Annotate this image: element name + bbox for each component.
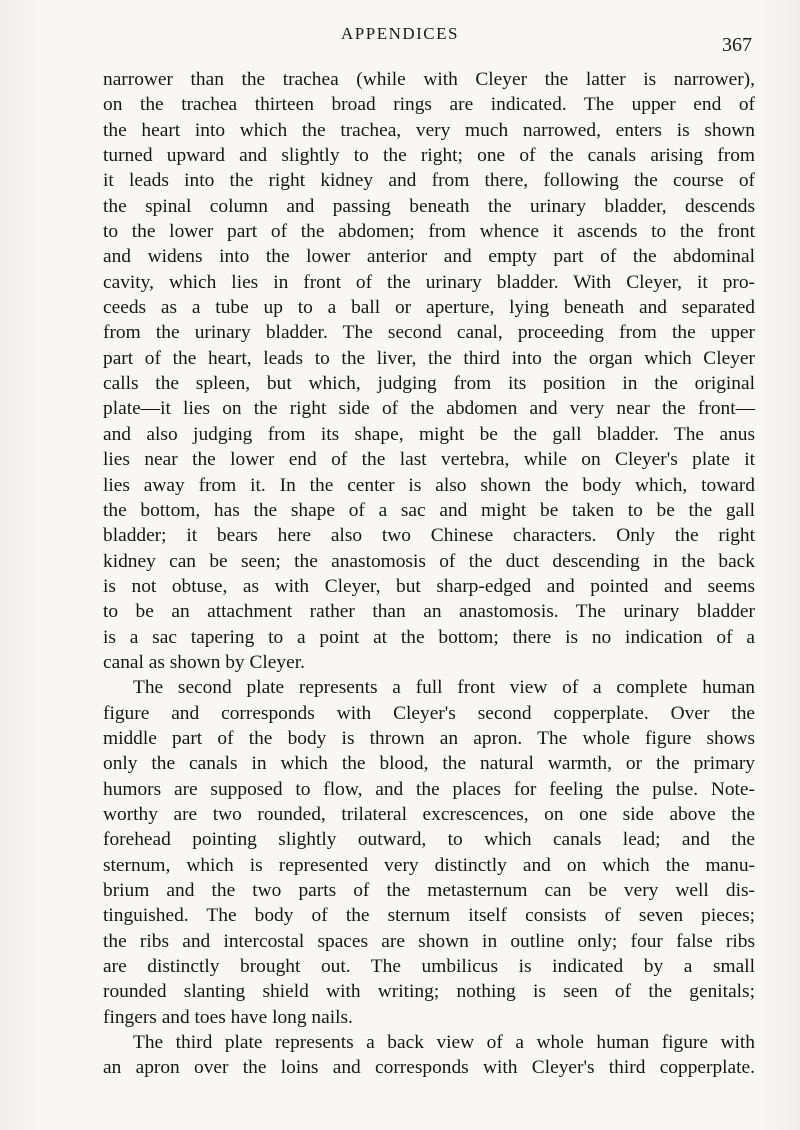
text-line: calls the spleen, but which, judging from its position in the original — [103, 373, 755, 395]
body-text — [103, 67, 755, 1081]
text-line: ceeds as a tube up to a ball or aperture, lying beneath and separated — [103, 297, 755, 319]
text-line: to be an attachment rather than an anastomosis. The urinary bladder — [103, 601, 755, 623]
text-line: brium and the two parts of the metasternum can be very well dis- — [103, 880, 755, 901]
text-line: humors are supposed to flow, and the places for feeling the pulse. Note- — [103, 778, 755, 800]
paragraph-1 — [103, 67, 755, 675]
text-line: only the canals in which the blood, the natural warmth, or the primary — [103, 753, 755, 775]
text-line: from the urinary bladder. The second canal, proceeding from the upper — [103, 322, 755, 344]
text-line: fingers and toes have long nails. — [103, 1006, 353, 1028]
text-line: The third plate represents a back view of a whole human figure with — [133, 1032, 755, 1054]
text-line: the spinal column and passing beneath the urinary bladder, descends — [103, 195, 755, 217]
text-line: worthy are two rounded, trilateral excrescences, on one side above the — [103, 803, 755, 825]
text-line: lies away from it. In the center is also shown the body which, toward — [103, 474, 755, 496]
text-line: on the trachea thirteen broad rings are indicated. The upper end of — [103, 94, 755, 116]
text-line: and also judging from its shape, might be the gall bladder. The anus — [103, 423, 755, 445]
text-line: plate—it lies on the right side of the abdomen and very near the front— — [103, 398, 755, 420]
text-line: the heart into which the trachea, very much narrowed, enters is shown — [103, 119, 755, 141]
text-line: is not obtuse, as with Cleyer, but sharp-edged and pointed and seems — [103, 575, 755, 597]
text-line: figure and corresponds with Cleyer's second copperplate. Over the — [103, 702, 755, 724]
text-line: the ribs and intercostal spaces are shown in outline only; four false ribs — [103, 930, 755, 952]
text-line: rounded slanting shield with writing; nothing is seen of the genitals; — [103, 981, 755, 1003]
text-line: bladder; it bears here also two Chinese characters. Only the right — [103, 525, 755, 547]
text-line: The second plate represents a full front view of a complete human — [133, 677, 755, 699]
text-line: are distinctly brought out. The umbilicus is indicated by a small — [103, 956, 755, 978]
text-line: an apron over the loins and corresponds with Cleyer's third copperplate. — [103, 1057, 755, 1079]
text-line: and widens into the lower anterior and empty part of the abdominal — [103, 246, 755, 268]
text-line: cavity, which lies in front of the urinary bladder. With Cleyer, it pro- — [103, 271, 755, 293]
text-line: canal as shown by Cleyer. — [103, 651, 305, 673]
text-line: narrower than the trachea (while with Cleyer the latter is narrower), — [103, 69, 755, 90]
text-line: is a sac tapering to a point at the bottom; there is no indication of a — [103, 626, 755, 648]
text-line: it leads into the right kidney and from there, following the course of — [103, 170, 755, 192]
text-line: sternum, which is represented very distinctly and on which the manu- — [103, 854, 755, 876]
text-line: kidney can be seen; the anastomosis of the duct descending in the back — [103, 550, 755, 572]
text-line: to the lower part of the abdomen; from whence it ascends to the front — [103, 221, 755, 243]
text-line: forehead pointing slightly outward, to which canals lead; and the — [103, 829, 755, 851]
paragraph-3 — [103, 1030, 755, 1081]
running-head: APPENDICES — [341, 24, 459, 43]
page-number: 367 — [722, 34, 752, 56]
text-line: lies near the lower end of the last vertebra, while on Cleyer's plate it — [103, 449, 755, 471]
text-line: tinguished. The body of the sternum itself consists of seven pieces; — [103, 905, 755, 927]
text-line: middle part of the body is thrown an apron. The whole figure shows — [103, 727, 755, 749]
paragraph-2 — [103, 675, 755, 1030]
text-line: turned upward and slightly to the right; one of the canals arising from — [103, 145, 755, 167]
text-line: the bottom, has the shape of a sac and might be taken to be the gall — [103, 499, 755, 521]
text-line: part of the heart, leads to the liver, the third into the organ which Cleyer — [103, 347, 755, 369]
